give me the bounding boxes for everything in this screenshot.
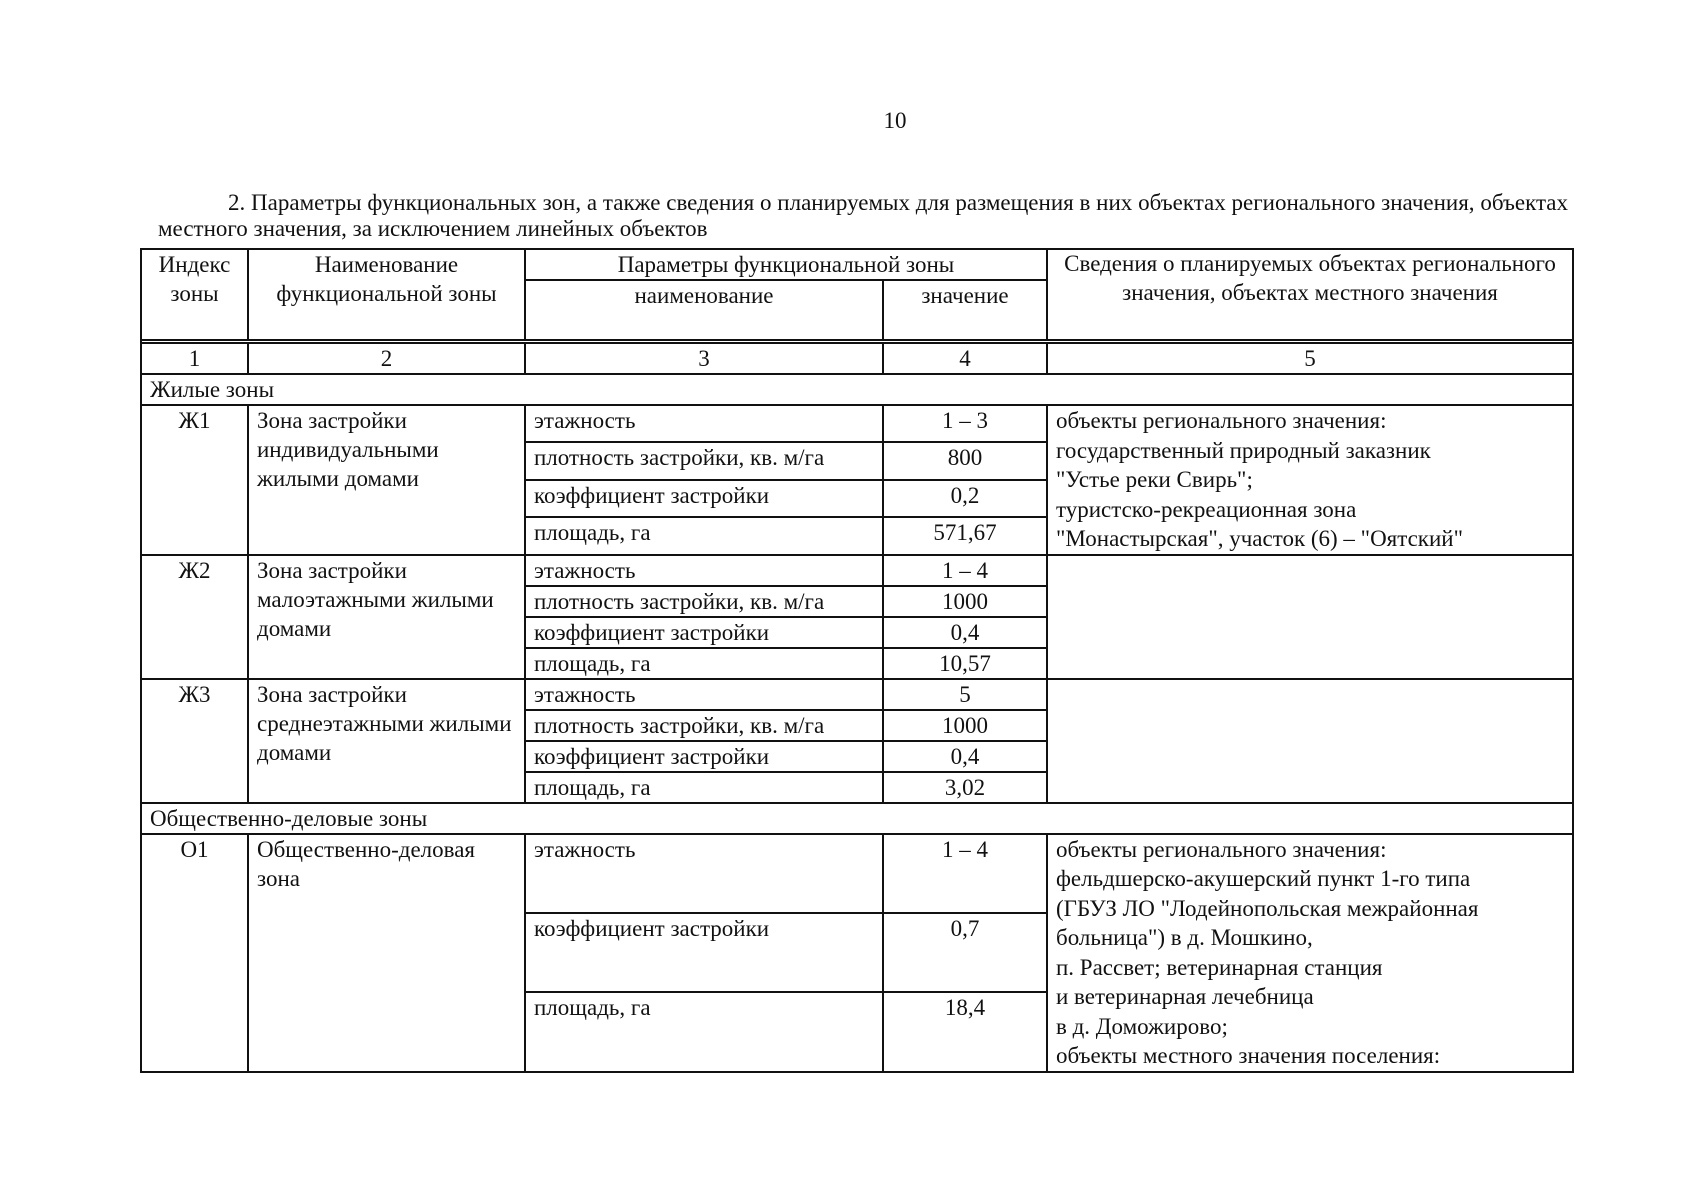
param-value: 1 – 3: [883, 405, 1047, 442]
planned-objects: [1047, 834, 1573, 1072]
param-value: 1000: [883, 586, 1047, 617]
page-number: 10: [883, 108, 907, 133]
param-name: плотность застройки, кв. м/га: [525, 710, 883, 741]
param-value: 1000: [883, 710, 1047, 741]
param-value: 1 – 4: [883, 555, 1047, 586]
zone-index: Ж3: [141, 679, 248, 803]
param-name: площадь, га: [525, 648, 883, 679]
param-name: площадь, га: [525, 992, 883, 1071]
planned-objects: [1047, 405, 1573, 555]
param-value: 0,7: [883, 913, 1047, 992]
table-row: [141, 405, 1573, 442]
param-name: коэффициент застройки: [525, 480, 883, 517]
section-heading: 2. Параметры функциональных зон, а также сведения о планируемых для размещения в них объектах регионального значения, объектах местного значения, за исключением линейных объектов: [158, 190, 1568, 241]
param-name: коэффициент застройки: [525, 617, 883, 648]
planned-object-line: п. Рассвет; ветеринарная станция: [1056, 954, 1383, 980]
param-name: плотность застройки, кв. м/га: [525, 442, 883, 479]
param-name: плотность застройки, кв. м/га: [525, 586, 883, 617]
param-value: 10,57: [883, 648, 1047, 679]
planned-object-line: "Устье реки Свирь";: [1056, 467, 1253, 492]
section-title: Жилые зоны: [141, 374, 1573, 405]
planned-objects: [1047, 555, 1573, 679]
table-row: [141, 834, 1573, 913]
param-name: этажность: [525, 679, 883, 710]
header-param-name: наименование: [525, 280, 883, 340]
param-name: этажность: [525, 405, 883, 442]
param-name: этажность: [525, 555, 883, 586]
planned-object-line: фельдшерско-акушерский пункт 1-го типа: [1056, 866, 1471, 891]
param-value: 0,4: [883, 617, 1047, 648]
param-value: 18,4: [883, 992, 1047, 1071]
zone-index: Ж1: [141, 405, 248, 555]
param-value: 800: [883, 442, 1047, 479]
zone-name: Зона застройки индивидуальными жилыми домами: [248, 405, 525, 555]
param-name: этажность: [525, 834, 883, 913]
functional-zones-table: [140, 248, 1574, 1073]
planned-object-line: "Монастырская", участок (6) – "Оятский": [1056, 526, 1463, 551]
param-value: 0,4: [883, 741, 1047, 772]
header-objects: Сведения о планируемых объектах регионального значения, объектах местного значения: [1047, 249, 1573, 340]
section-title: Общественно-деловые зоны: [141, 803, 1573, 834]
zone-index: О1: [141, 834, 248, 1072]
column-number: 4: [883, 343, 1047, 374]
planned-object-line: объекты местного значения поселения:: [1056, 1043, 1441, 1068]
zone-name: Зона застройки малоэтажными жилыми домами: [248, 555, 525, 679]
param-value: 1 – 4: [883, 834, 1047, 913]
param-value: 3,02: [883, 772, 1047, 803]
zone-name: Общественно-деловая зона: [248, 834, 525, 1072]
param-value: 571,67: [883, 517, 1047, 554]
param-value: 0,2: [883, 480, 1047, 517]
planned-objects: [1047, 679, 1573, 803]
param-name: площадь, га: [525, 772, 883, 803]
planned-object-line: в д. Доможирово;: [1056, 1013, 1228, 1039]
header-zone-name: Наименование функциональной зоны: [248, 249, 525, 340]
table-row: [141, 679, 1573, 710]
header-index: Индекс зоны: [141, 249, 248, 340]
column-number: 1: [141, 343, 248, 374]
planned-object-line: объекты регионального значения:: [1056, 408, 1387, 433]
header-params-group: Параметры функциональной зоны: [525, 249, 1047, 280]
planned-object-line: государственный природный заказник: [1056, 437, 1431, 463]
planned-object-line: (ГБУЗ ЛО "Лодейнопольская межрайонная: [1056, 895, 1479, 921]
param-name: коэффициент застройки: [525, 741, 883, 772]
planned-object-line: туристско-рекреационная зона: [1056, 496, 1357, 522]
planned-object-line: объекты регионального значения:: [1056, 836, 1387, 862]
column-number: 5: [1047, 343, 1573, 374]
zone-index: Ж2: [141, 555, 248, 679]
column-number: 3: [525, 343, 883, 374]
param-name: площадь, га: [525, 517, 883, 554]
header-param-value: значение: [883, 280, 1047, 340]
table-row: [141, 555, 1573, 586]
column-number: 2: [248, 343, 525, 374]
zone-name: Зона застройки среднеэтажными жилыми домами: [248, 679, 525, 803]
param-name: коэффициент застройки: [525, 913, 883, 992]
param-value: 5: [883, 679, 1047, 710]
planned-object-line: и ветеринарная лечебница: [1056, 984, 1314, 1009]
planned-object-line: больница") в д. Мошкино,: [1056, 925, 1313, 950]
